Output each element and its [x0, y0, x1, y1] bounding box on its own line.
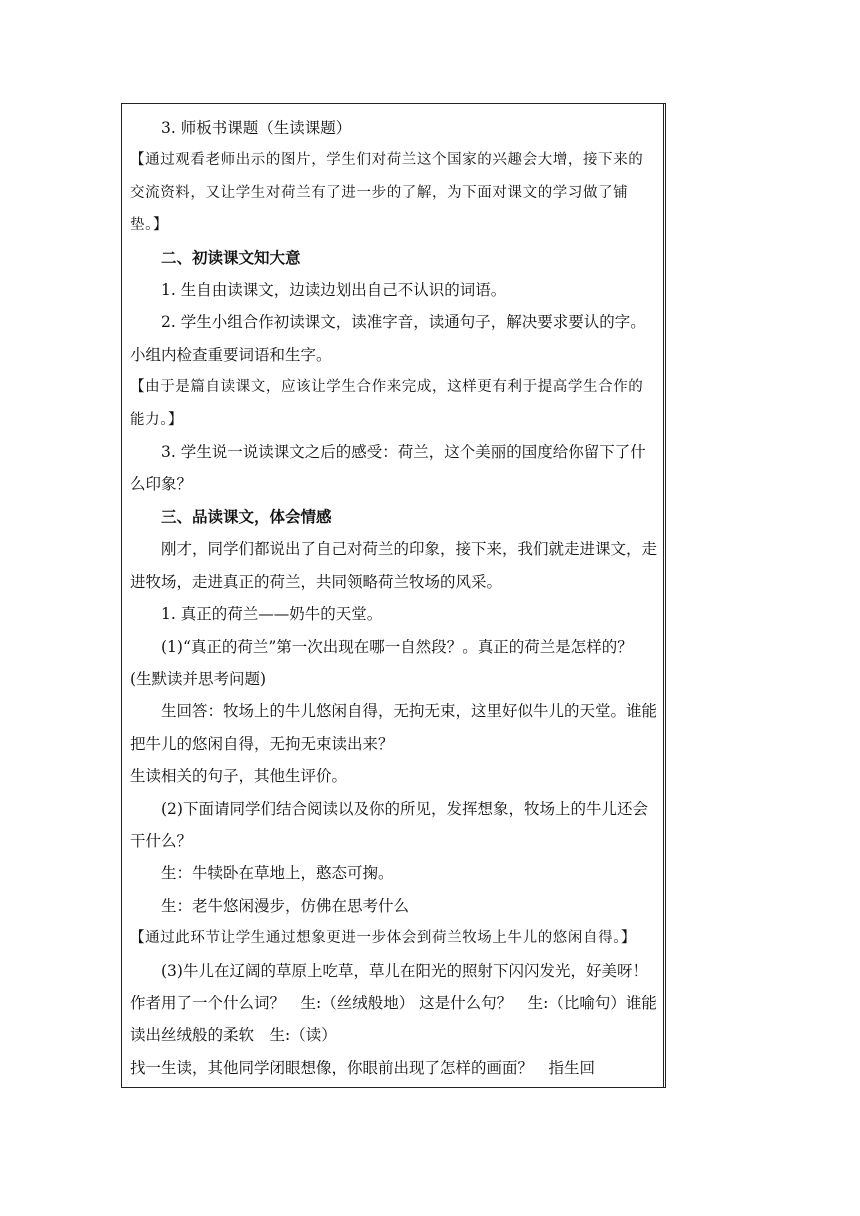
text-line: 刚才，同学们都说出了自己对荷兰的印象，接下来，我们就走进课文，走进牧场，走进真正的荷兰，共同领略荷兰牧场的风采。: [130, 540, 658, 591]
text-line: 3. 学生说一说读课文之后的感受：荷兰，这个美丽的国度给你留下了什么印象？: [130, 443, 646, 494]
text-line: (1)“真正的荷兰”第一次出现在哪一自然段？。真正的荷兰是怎样的？ (生默读并思考问题): [130, 637, 649, 688]
lesson-table: [121, 103, 666, 1088]
section-heading: 二、初读课文知大意: [161, 247, 301, 267]
teaching-note: 【通过观看老师出示的图片，学生们对荷兰这个国家的兴趣会大增，接下来的交流资料，又让学生对荷兰有了进一步的了解，为下面对课文的学习做了铺垫。】: [130, 152, 644, 234]
text-line: 3. 师板书课题（生读课题）: [161, 119, 352, 137]
lesson-content-cell: [130, 112, 657, 1084]
section-heading: 三、品读课文，体会情感: [161, 506, 332, 526]
text-line: 生读相关的句子，其他生评价。: [130, 767, 348, 786]
text-line: (2)下面请同学们结合阅读以及你的所见，发挥想象，牧场上的牛儿还会干什么？: [130, 799, 648, 850]
text-line: 生：牛犊卧在草地上，憨态可掬。: [161, 864, 394, 883]
teaching-note: 【通过此环节让学生通过想象更进一步体会到荷兰牧场上牛儿的悠闲自得。】: [130, 930, 637, 947]
text-line: 1. 生自由读课文，边读边划出自己不认识的词语。: [161, 281, 507, 300]
text-line: 生回答：牧场上的牛儿悠闲自得，无拘无束，这里好似牛儿的天堂。谁能把牛儿的悠闲自得，无拘无束读出来？: [130, 702, 658, 753]
column-divider: [663, 104, 664, 1087]
text-line: 生：老牛悠闲漫步，仿佛在思考什么: [161, 896, 410, 915]
text-line: (3)牛儿在辽阔的草原上吃草，草儿在阳光的照射下闪闪发光，好美呀！作者用了一个什么词？ 生:（丝绒般地） 这是什么句？ 生:（比喻句）谁能读出丝绒般的柔软 生:（读）: [130, 961, 657, 1045]
text-line: 2. 学生小组合作初读课文，读准字音，读通句子，解决要求要认的字。小组内检查重要词语和生字。: [130, 313, 646, 364]
text-line: 找一生读，其他同学闭眼想像，你眼前出现了怎样的画面？ 指生回: [130, 1058, 596, 1077]
teaching-note: 【由于是篇自读课文，应该让学生合作来完成，这样更有利于提高学生合作的能力。】: [130, 379, 644, 428]
text-line: 1. 真正的荷兰——奶牛的天堂。: [161, 605, 383, 624]
